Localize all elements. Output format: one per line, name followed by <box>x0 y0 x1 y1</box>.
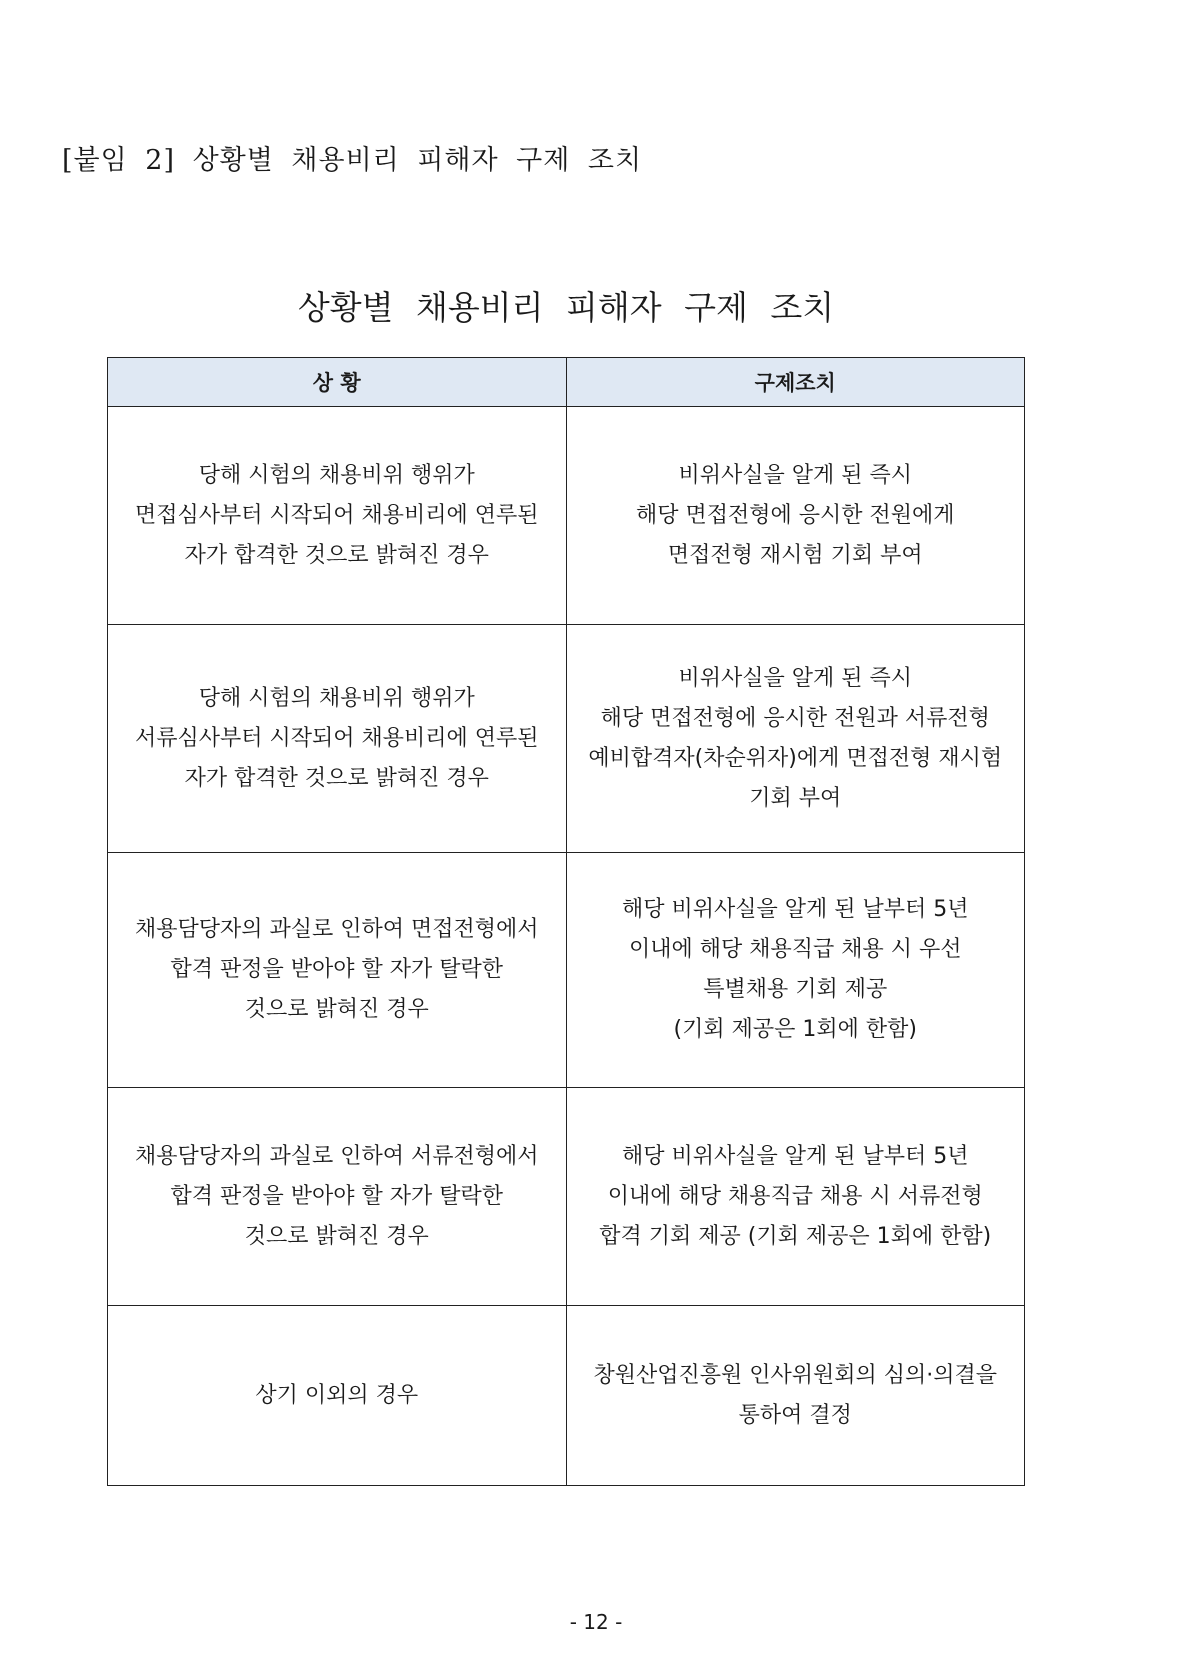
cell-line: 비위사실을 알게 된 즉시 <box>678 665 912 691</box>
situation-cell <box>108 625 567 853</box>
cell-line: 채용담당자의 과실로 인하여 면접전형에서 <box>134 917 539 942</box>
cell-line: 해당 면접전형에 응시한 전원에게 <box>635 502 955 528</box>
table-row <box>108 853 1025 1088</box>
situation-cell <box>108 853 567 1088</box>
cell-line: 면접전형 재시험 기회 부여 <box>667 542 923 568</box>
cell-line: 이내에 해당 채용직급 채용 시 우선 <box>629 937 962 962</box>
remedy-cell <box>566 853 1025 1088</box>
cell-line: 합격 판정을 받아야 할 자가 탈락한 <box>170 1183 503 1209</box>
remedy-cell <box>566 1306 1025 1486</box>
cell-line: 예비합격자(차순위자)에게 면접전형 재시험 <box>588 745 1003 771</box>
cell-line: 것으로 밝혀진 경우 <box>244 997 429 1022</box>
situation-cell <box>108 407 567 625</box>
table-row <box>108 1088 1025 1306</box>
page-number: - 12 - <box>569 1610 623 1634</box>
cell-line: 채용담당자의 과실로 인하여 서류전형에서 <box>134 1143 539 1169</box>
cell-line: 서류심사부터 시작되어 채용비리에 연루된 <box>134 725 539 751</box>
cell-line: 자가 합격한 것으로 밝혀진 경우 <box>184 542 489 568</box>
attachment-heading: [붙임 2] 상황별 채용비리 피해자 구제 조치 <box>62 145 643 176</box>
situation-cell <box>108 1088 567 1306</box>
cell-line: 창원산업진흥원 인사위원회의 심의·의결을 <box>593 1362 998 1388</box>
cell-line: 것으로 밝혀진 경우 <box>244 1223 429 1249</box>
cell-line: 자가 합격한 것으로 밝혀진 경우 <box>184 765 489 791</box>
cell-line: 해당 비위사실을 알게 된 날부터 5년 <box>622 1143 969 1169</box>
cell-line: 합격 기회 제공 (기회 제공은 1회에 한함) <box>599 1223 992 1249</box>
table-row <box>108 625 1025 853</box>
situation-cell <box>108 1306 567 1486</box>
table-header-row <box>108 358 1025 407</box>
header-remedy: 구제조치 <box>566 358 1025 407</box>
remedy-cell <box>566 407 1025 625</box>
cell-line: 당해 시험의 채용비위 행위가 <box>198 685 475 711</box>
table-title: 상황별 채용비리 피해자 구제 조치 <box>297 288 835 327</box>
remedy-table <box>107 357 1025 1486</box>
table-row <box>108 407 1025 625</box>
cell-line: 면접심사부터 시작되어 채용비리에 연루된 <box>134 502 539 528</box>
cell-line: 이내에 해당 채용직급 채용 시 서류전형 <box>607 1183 983 1209</box>
cell-line: 통하여 결정 <box>738 1402 852 1428</box>
cell-line: (기회 제공은 1회에 한함) <box>673 1017 917 1042</box>
cell-line: 해당 면접전형에 응시한 전원과 서류전형 <box>600 705 990 731</box>
header-situation: 상 황 <box>108 358 567 407</box>
cell-line: 상기 이외의 경우 <box>255 1382 419 1408</box>
remedy-cell <box>566 1088 1025 1306</box>
cell-line: 기회 부여 <box>749 785 842 811</box>
remedy-cell <box>566 625 1025 853</box>
cell-line: 당해 시험의 채용비위 행위가 <box>198 462 475 488</box>
cell-line: 비위사실을 알게 된 즉시 <box>678 462 912 488</box>
cell-line: 특별채용 기회 제공 <box>703 977 888 1002</box>
table-row <box>108 1306 1025 1486</box>
cell-line: 합격 판정을 받아야 할 자가 탈락한 <box>170 957 503 982</box>
cell-line: 해당 비위사실을 알게 된 날부터 5년 <box>622 897 969 922</box>
